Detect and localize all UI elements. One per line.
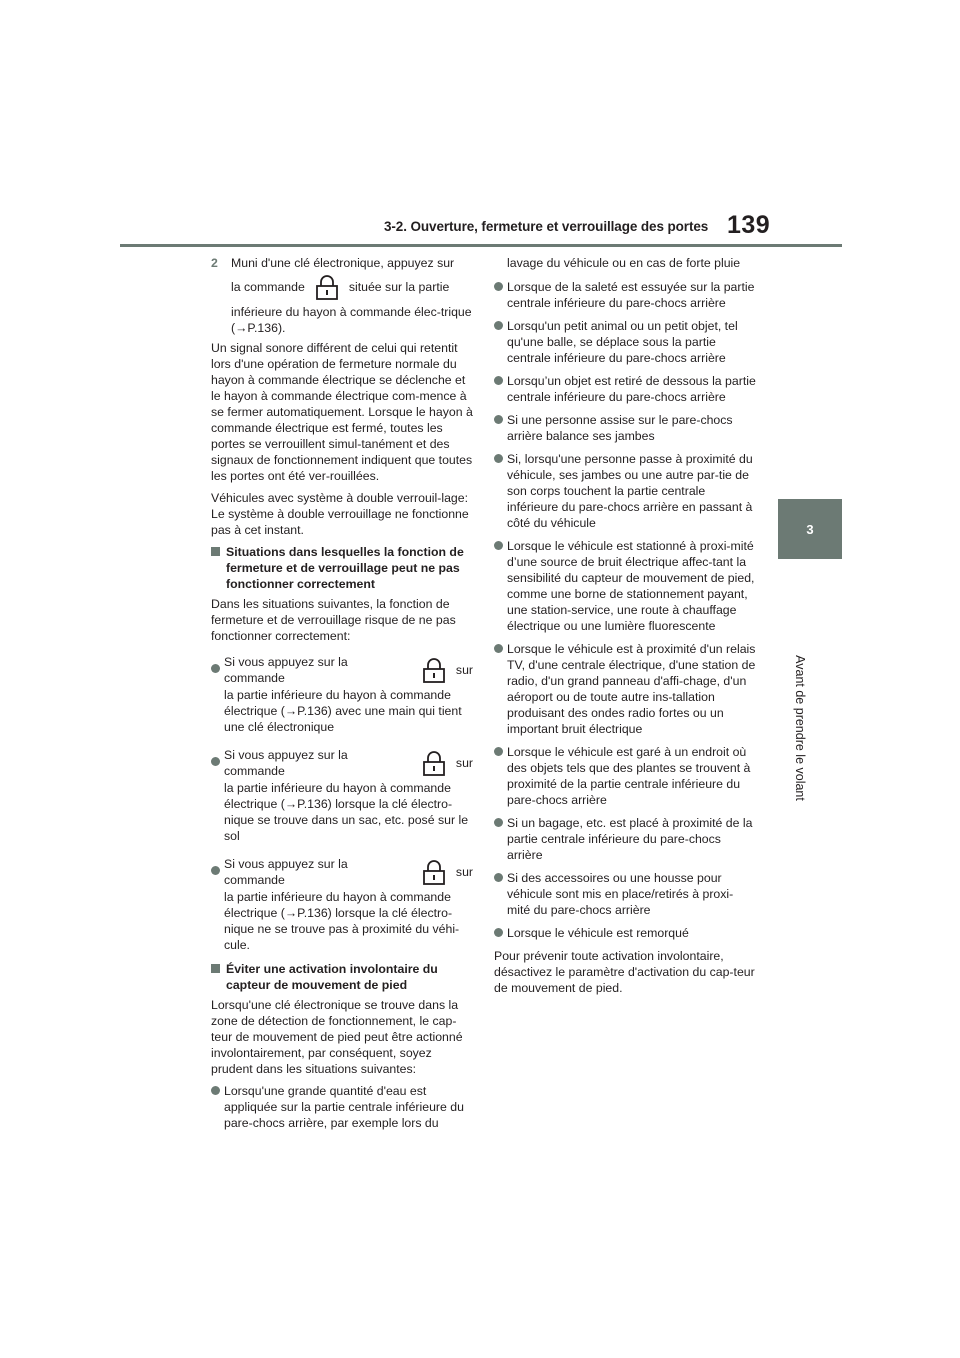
list-item: [494, 279, 756, 311]
bullet-lead: Si vous appuyez sur la commande: [224, 655, 348, 685]
bullet-icon-row: [224, 654, 473, 686]
chapter-title: Avant de prendre le volant: [793, 655, 807, 801]
continuation-text: lavage du véhicule ou en cas de forte pluie: [507, 256, 741, 270]
bullet-lead: Si vous appuyez sur la commande: [224, 748, 348, 778]
bullet-dot-icon: [494, 376, 503, 385]
bullet-trail: sur: [455, 663, 474, 677]
bullet-text: Lorsque le véhicule est à proximité d'un relais TV, d'une centrale électrique, d'une station de radio, d'un grand panneau d'affi-chage, d'un aéroport ou de toute autre ins-tallation produisant des ondes radio fortes ou un important bruit électrique: [507, 642, 756, 736]
bullet-text: Lorsque de la saleté est essuyée sur la partie centrale inférieure du pare-chocs arrière: [507, 280, 755, 310]
bullet-text: Lorsqu’un objet est retiré de dessous la partie centrale inférieure du pare-chocs arrière: [507, 374, 756, 404]
bullet-dot-icon: [494, 415, 503, 424]
bullet-dot-icon: [494, 454, 503, 463]
heading-text: Situations dans lesquelles la fonction de fermeture et de verrouillage peut ne pas fonctionner correctement: [226, 545, 464, 591]
bullet-text: Lorsque le véhicule est remorqué: [507, 926, 689, 940]
bullet-text: Si, lorsqu'une personne passe à proximité du véhicule, ses jambes ou une autre par-tie de son corps touchent la partie centrale inférieure du pare-chocs arrière en passant à côté du véhicule: [507, 452, 753, 530]
chapter-number: 3: [806, 521, 814, 537]
bullet-dot-icon: [494, 644, 503, 653]
list-item: [494, 318, 756, 366]
step-2: [211, 255, 473, 336]
right-column: [494, 255, 756, 1002]
bullet-rest: la partie inférieure du hayon à commande électrique (→P.136) avec une main qui tient une clé électronique: [224, 688, 462, 734]
lock-icon: [420, 858, 448, 886]
left-column: [211, 255, 473, 1138]
lock-icon: [420, 656, 448, 684]
chapter-tab: [778, 499, 842, 559]
bullet-text: Si une personne assise sur le pare-chocs arrière balance ses jambes: [507, 413, 733, 443]
bullet-dot-icon: [494, 541, 503, 550]
bullet-dot-icon: [494, 282, 503, 291]
heading-text: Éviter une activation involontaire du capteur de mouvement de pied: [226, 962, 438, 992]
bullet-text: Si un bagage, etc. est placé à proximité de la partie centrale inférieure du pare-chocs arrière: [507, 816, 753, 862]
list-item: [494, 373, 756, 405]
paragraph: Véhicules avec système à double verrouil-lage: Le système à double verrouillage ne fonctionne pas à cet instant.: [211, 491, 469, 537]
bullet-dot-icon: [211, 757, 220, 766]
bullet-dot-icon: [211, 664, 220, 673]
lock-icon: [313, 273, 341, 301]
section-title: 3-2. Ouverture, fermeture et verrouillage des portes: [384, 219, 709, 234]
bullet-lead: Si vous appuyez sur la commande: [224, 857, 348, 887]
bullet-icon-row: [224, 856, 473, 888]
list-item: [211, 1083, 473, 1131]
section-heading: [211, 544, 473, 592]
bullet-text: Lorsqu'une grande quantité d'eau est appliquée sur la partie centrale inférieure du pare-chocs arrière, par exemple lors du: [224, 1084, 464, 1130]
list-item: [494, 412, 756, 444]
bullet-trail: sur: [455, 756, 474, 770]
closing-paragraph: Pour prévenir toute activation involontaire, désactivez le paramètre d'activation du cap-teur de mouvement de pied.: [494, 949, 755, 995]
bullet-dot-icon: [494, 928, 503, 937]
list-item: [494, 451, 756, 531]
list-item: [211, 856, 473, 953]
page-number: 139: [727, 211, 771, 239]
list-item: [494, 925, 756, 941]
list-item: [494, 744, 756, 808]
step-text-first: Muni d'une clé électronique, appuyez sur: [231, 256, 455, 270]
step-icon-trail: située sur la partie: [348, 280, 450, 294]
bullet-dot-icon: [211, 866, 220, 875]
list-item: [494, 815, 756, 863]
paragraph: Dans les situations suivantes, la fonction de fermeture et de verrouillage risque de ne pas fonctionner correctement:: [211, 597, 456, 643]
bullet-dot-icon: [211, 1086, 220, 1095]
square-marker-icon: [211, 964, 220, 973]
bullet-trail: sur: [455, 865, 474, 879]
step-icon-lead: la commande: [231, 280, 305, 294]
list-item: [211, 654, 473, 735]
bullet-dot-icon: [494, 818, 503, 827]
header-rule: [120, 244, 842, 247]
bullet-text: Si des accessoires ou une housse pour véhicule sont mis en place/retirés à proxi-mité du pare-chocs arrière: [507, 871, 734, 917]
bullet-dot-icon: [494, 747, 503, 756]
bullet-rest: la partie inférieure du hayon à commande électrique (→P.136) lorsque la clé électro-nique se trouve dans un sac, etc. posé sur le sol: [224, 781, 469, 843]
bullet-text: Lorsque le véhicule est stationné à proxi-mité d’une source de bruit électrique affec-tant la sensibilité du capteur de mouvement de pied, comme une borne de stationnement payant, une station-service, une route à chauffage électrique ou une lumière fluorescente: [507, 539, 755, 633]
bullet-dot-icon: [494, 873, 503, 882]
step-icon-row: [231, 271, 473, 303]
square-marker-icon: [211, 547, 220, 556]
list-item: [494, 870, 756, 918]
list-item: [494, 641, 756, 737]
list-item: [211, 747, 473, 844]
section-heading: [211, 961, 473, 993]
bullet-text: Lorsqu'un petit animal ou un petit objet, tel qu'une balle, se déplace sous la partie centrale inférieure du pare-chocs arrière: [507, 319, 738, 365]
bullet-icon-row: [224, 747, 473, 779]
step-text-rest: inférieure du hayon à commande élec-trique (→P.136).: [231, 305, 472, 335]
bullet-rest: la partie inférieure du hayon à commande électrique (→P.136) lorsque la clé électro-nique ne se trouve pas à proximité du véhi-cule.: [224, 890, 460, 952]
bullet-text: Lorsque le véhicule est garé à un endroit où des objets tels que des plantes se trouvent à proximité de la partie centrale inférieure du pare-chocs arrière: [507, 745, 751, 807]
step-number: 2: [211, 256, 218, 270]
list-item: [494, 538, 756, 634]
paragraph: Un signal sonore différent de celui qui retentit lors d'une opération de fermeture normale du hayon à commande électrique se déclenche et le hayon à commande électrique com-mence à se fermer automatiquement. Lorsque le hayon à commande électrique est fermé, toutes les portes se verrouillent simul-tanément et des signaux de fonctionnement indiquent que toutes les portes ont été ver-rouillées.: [211, 341, 473, 483]
lock-icon: [420, 749, 448, 777]
bullet-dot-icon: [494, 321, 503, 330]
paragraph: Lorsqu'une clé électronique se trouve dans la zone de détection de fonctionnement, le cap-teur de mouvement de pied peut être actionné involontairement, par conséquent, soyez prudent dans les situations suivantes:: [211, 998, 463, 1076]
